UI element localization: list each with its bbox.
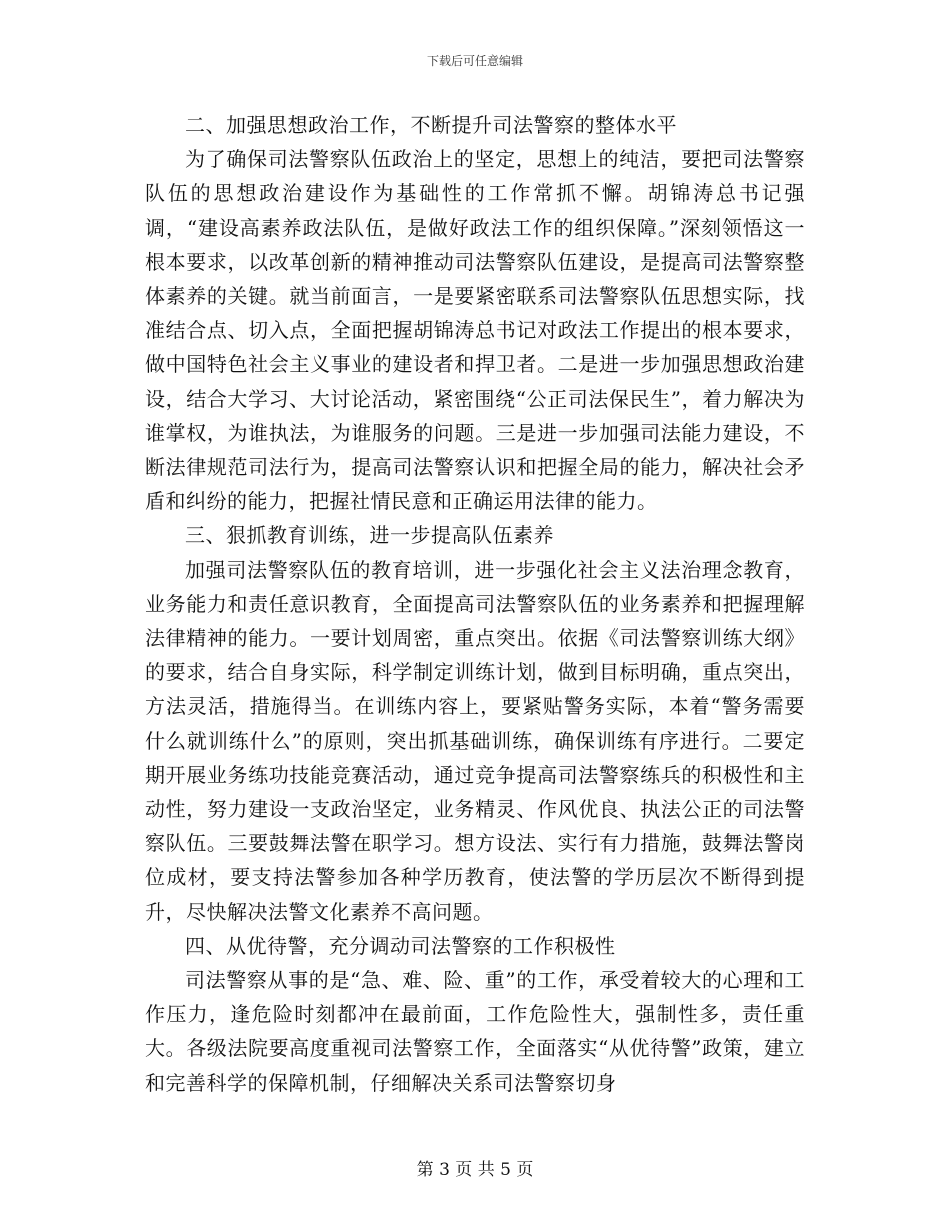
section-heading-3: 三、狠抓教育训练，进一步提高队伍素养: [185, 523, 554, 548]
paragraph: 加强司法警察队伍的教育培训，进一步强化社会主义法治理念教育，业务能力和责任意识教育，全面提高司法警察队伍的业务素养和把握理解法律精神的能力。一要计划周密，重点突出。依据《司法警察训练大纲》的要求，结合自身实际，科学制定训练计划，做到目标明确，重点突出，方法灵活，措施得当。在训练内容上，要紧贴警务实际，本着“警务需要什么就训练什么”的原则，突出抓基础训练，确保训练有序进行。二要定期开展业务练功技能竞赛活动，通过竞争提高司法警察练兵的积极性和主动性，努力建设一支政治坚定，业务精灵、作风优良、执法公正的司法警察队伍。三要鼓舞法警在职学习。想方设法、实行有力措施，鼓舞法警岗位成材，要支持法警参加各种学历教育，使法警的学历层次不断得到提升，尽快解决法警文化素养不高问题。: [145, 557, 805, 924]
paragraph: 为了确保司法警察队伍政治上的坚定，思想上的纯洁，要把司法警察队伍的思想政治建设作为基础性的工作常抓不懈。胡锦涛总书记强调，“建设高素养政法队伍，是做好政法工作的组织保障。”深刻领悟这一根本要求，以改革创新的精神推动司法警察队伍建设，是提高司法警察整体素养的关键。就当前面言，一是要紧密联系司法警察队伍思想实际，找准结合点、切入点，全面把握胡锦涛总书记对政法工作提出的根本要求，做中国特色社会主义事业的建设者和捍卫者。二是进一步加强思想政治建设，结合大学习、大讨论活动，紧密围绕“公正司法保民生”，着力解决为谁掌权，为谁执法，为谁服务的问题。三是进一步加强司法能力建设，不断法律规范司法行为，提高司法警察认识和把握全局的能力，解决社会矛盾和纠纷的能力，把握社情民意和正确运用法律的能力。: [145, 147, 805, 514]
section-heading-2: 二、加强思想政治工作，不断提升司法警察的整体水平: [185, 113, 677, 137]
document-body: [145, 108, 805, 1100]
section-heading-4: 四、从优待警，充分调动司法警察的工作积极性: [185, 933, 616, 958]
page-number: 第 3 页 共 5 页: [416, 1160, 534, 1180]
paragraph: 司法警察从事的是“急、难、险、重”的工作，承受着较大的心理和工作压力，逢危险时刻都冲在最前面，工作危险性大，强制性多，责任重大。各级法院要高度重视司法警察工作，全面落实“从优待警”政策，建立和完善科学的保障机制，仔细解决关系司法警察切身: [145, 968, 805, 1095]
page-header: 下载后可任意编辑: [426, 54, 523, 68]
